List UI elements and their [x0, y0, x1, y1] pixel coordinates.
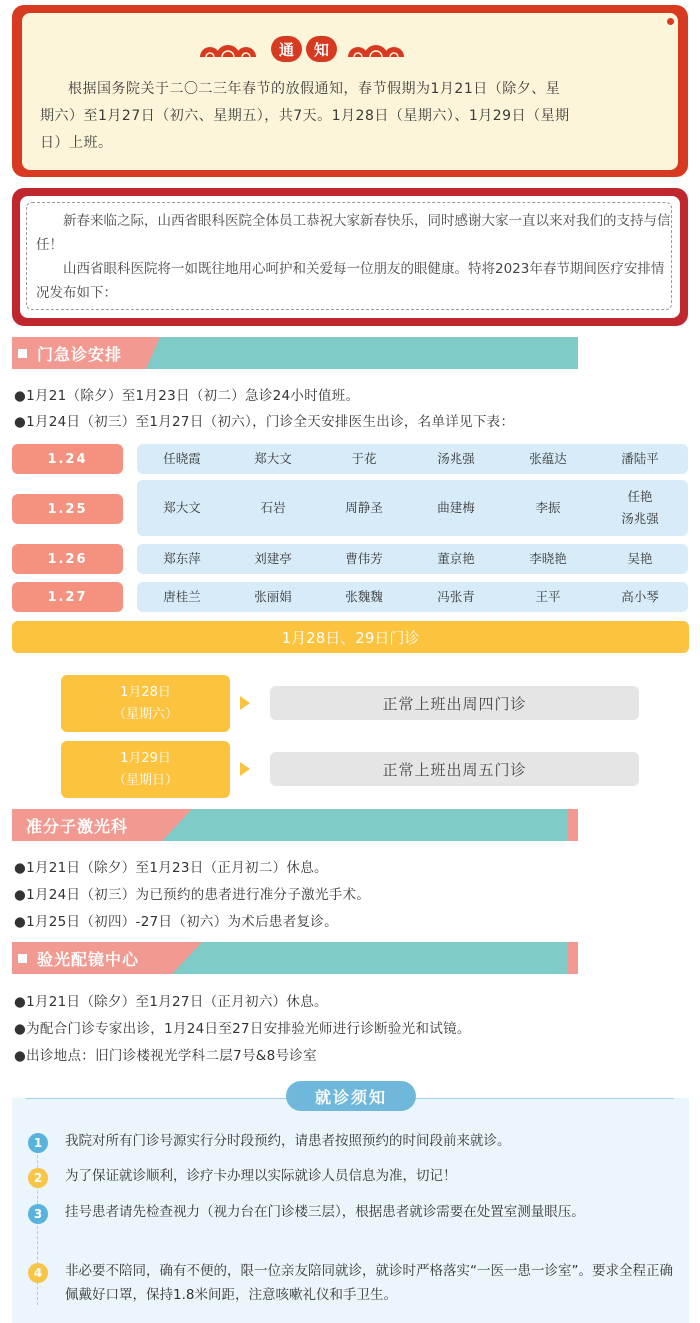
- weekend-weekday: （星期日）: [112, 772, 178, 788]
- notice-title-char: 通: [271, 36, 302, 62]
- doctor-name: 张蕴达: [529, 451, 567, 466]
- section-header-optometry: [12, 942, 578, 974]
- weekend-desc: 正常上班出周五门诊: [270, 752, 639, 786]
- arrow-right-icon: [240, 762, 250, 776]
- schedule-date: 1.26: [12, 544, 123, 574]
- outpatient-line: ●1月24日（初三）至1月27日（初六），门诊全天安排医生出诊，名单详见下表：: [14, 414, 515, 430]
- right-cloud-icon: [346, 38, 406, 58]
- section-header-outpatient: [12, 337, 578, 369]
- doctor-name: 李振: [535, 500, 561, 515]
- schedule-row: [137, 582, 688, 612]
- section-title: 验光配镜中心: [37, 949, 140, 969]
- doctor-name: 董京艳: [437, 551, 475, 566]
- tip-text: 我院对所有门诊号源实行分时段预约，请患者按照预约的时间段前来就诊。: [65, 1133, 511, 1149]
- tip-text: 挂号患者请先检查视力（视力台在门诊楼三层），根据患者就诊需要在处置室测量眼压。: [65, 1204, 585, 1220]
- doctor-name: 郑东萍: [163, 551, 201, 566]
- weekend-desc: 正常上班出周四门诊: [270, 686, 639, 720]
- schedule-date: 1.24: [12, 444, 123, 474]
- doctor-name: 周静圣: [345, 500, 383, 515]
- doctor-name: 高小琴: [621, 589, 659, 604]
- tip-number-badge: 1: [28, 1133, 48, 1153]
- tip-number-badge: 3: [28, 1204, 48, 1224]
- greeting-paragraph: 山西省眼科医院将一如既往地用心呵护和关爱每一位朋友的眼健康。特将2023年春节期间医疗安排情况发布如下：: [36, 261, 665, 301]
- weekend-date-box: [61, 675, 230, 732]
- square-icon: [18, 349, 27, 358]
- doctor-name-pair: [595, 480, 685, 536]
- doctor-name: 吴艳: [627, 551, 653, 566]
- laser-line: ●1月21日（除夕）至1月23日（正月初二）休息。: [14, 860, 328, 876]
- laser-line: ●1月25日（初四）-27日（初六）为术后患者复诊。: [14, 914, 338, 930]
- doctor-name: 石岩: [260, 500, 286, 515]
- doctor-name: 冯张青: [437, 589, 475, 604]
- notice-dot: [667, 18, 674, 25]
- schedule-date: 1.25: [12, 494, 123, 524]
- doctor-name: 潘陆平: [621, 451, 659, 466]
- notice-title-char: 知: [306, 36, 337, 62]
- doctor-name: 张丽娟: [254, 589, 292, 604]
- doctor-name: 汤兆强: [437, 451, 475, 466]
- arrow-right-icon: [240, 696, 250, 710]
- schedule-date: 1.27: [12, 582, 123, 612]
- doctor-name: 汤兆强: [621, 511, 659, 526]
- section-title: 准分子激光科: [26, 816, 129, 836]
- weekend-date-box: [61, 741, 230, 798]
- doctor-name: 任晓霞: [163, 451, 201, 466]
- square-icon: [18, 954, 27, 963]
- optometry-line: ●出诊地点：旧门诊楼视光学科二层7号&8号诊室: [14, 1048, 317, 1064]
- greeting-text: [36, 209, 672, 305]
- doctor-name: 刘建亭: [254, 551, 292, 566]
- optometry-line: ●为配合门诊专家出诊，1月24日至27日安排验光师进行诊断验光和试镜。: [14, 1021, 471, 1037]
- laser-line: ●1月24日（初三）为已预约的患者进行准分子激光手术。: [14, 887, 371, 903]
- doctor-name: 曲建梅: [437, 500, 475, 515]
- tip-number-badge: 2: [28, 1168, 48, 1188]
- schedule-row: [137, 544, 688, 574]
- schedule-row: [137, 444, 688, 474]
- doctor-name: 曹伟芳: [345, 551, 383, 566]
- outpatient-line: ●1月21（除夕）至1月23日（初二）急诊24小时值班。: [14, 388, 360, 404]
- left-cloud-icon: [198, 38, 258, 58]
- doctor-name: 唐桂兰: [163, 589, 201, 604]
- notice-title: [270, 36, 338, 62]
- weekend-date: 1月28日: [120, 684, 171, 700]
- doctor-name: 于花: [351, 451, 377, 466]
- section-title: 门急诊安排: [37, 344, 123, 364]
- doctor-name: 任艳: [627, 489, 653, 504]
- weekend-date: 1月29日: [120, 750, 171, 766]
- doctor-name: 王平: [535, 589, 561, 604]
- optometry-line: ●1月21日（除夕）至1月27日（正月初六）休息。: [14, 994, 328, 1010]
- doctor-name: 李晓艳: [529, 551, 567, 566]
- greeting-paragraph: 新春来临之际，山西省眼科医院全体员工恭祝大家新春快乐，同时感谢大家一直以来对我们的支持与信任！: [36, 213, 671, 253]
- schedule-row: [137, 480, 688, 536]
- notice-text: 根据国务院关于二〇二三年春节的放假通知，春节假期为1月21日（除夕、星期六）至1月27日（初六、星期五），共7天。1月28日（星期六）、1月29日（星期日）上班。: [40, 81, 570, 151]
- doctor-name: 郑大文: [254, 451, 292, 466]
- tips-title: 就诊须知: [286, 1081, 416, 1111]
- doctor-name: 张魏魏: [345, 589, 383, 604]
- weekend-title-bar: 1月28日、29日门诊: [12, 621, 689, 653]
- doctor-name: 郑大文: [163, 500, 201, 515]
- tip-text: 为了保证就诊顺利，诊疗卡办理以实际就诊人员信息为准，切记！: [65, 1168, 457, 1184]
- tip-text: 非必要不陪同，确有不便的，限一位亲友陪同就诊，就诊时严格落实“一医一患一诊室”。要求全程正确佩戴好口罩，保持1.8米间距，注意咳嗽礼仪和手卫生。: [65, 1263, 673, 1303]
- tip-number-badge: 4: [28, 1263, 48, 1283]
- section-header-laser: [12, 809, 578, 841]
- weekend-weekday: （星期六）: [112, 706, 178, 722]
